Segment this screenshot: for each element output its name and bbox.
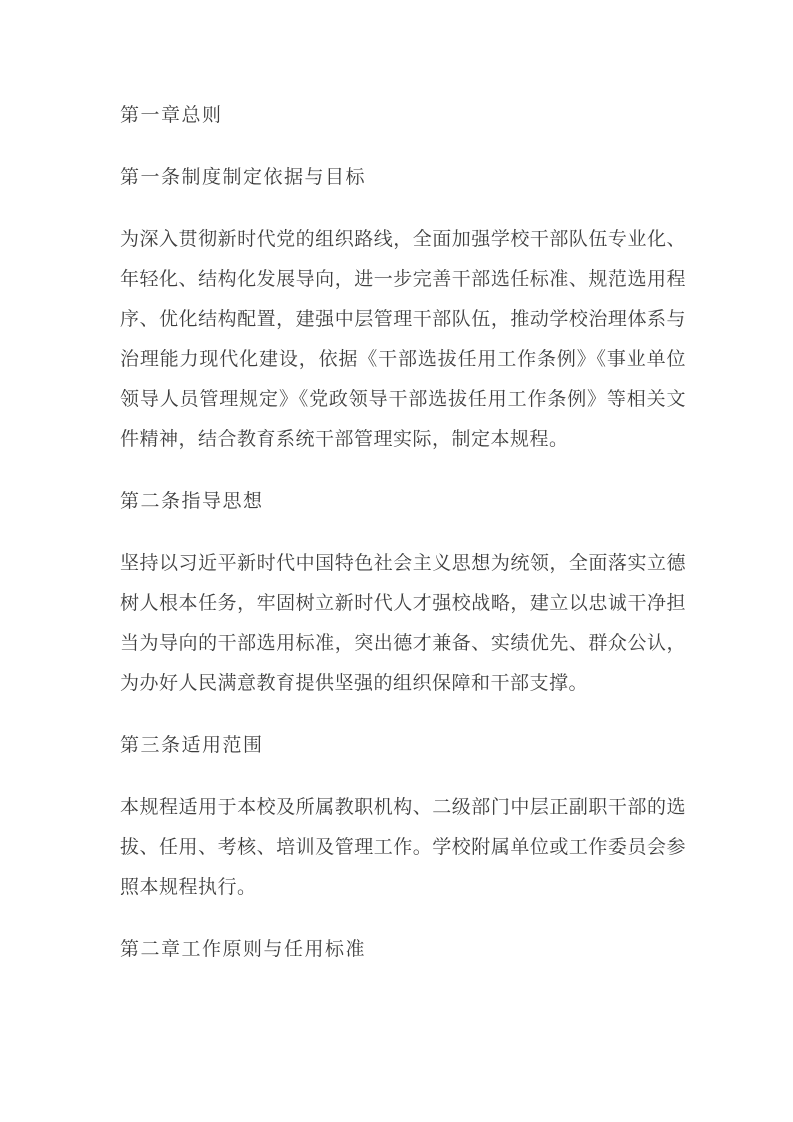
paragraph: 坚持以习近平新时代中国特色社会主义思想为统领，全面落实立德树人根本任务，牢固树立新时代人才强校战略，建立以忠诚干净担当为导向的干部选用标准，突出德才兼备、实绩优先、群众公认，为办好人民满意教育提供坚强的组织保障和干部支撑。	[120, 553, 686, 694]
chapter-heading: 第二章工作原则与任用标准	[120, 939, 367, 960]
article-heading: 第一条制度制定依据与目标	[120, 167, 367, 188]
article-heading: 第二条指导思想	[120, 491, 264, 512]
paragraph: 本规程适用于本校及所属教职机构、二级部门中层正副职干部的选拔、任用、考核、培训及管理工作。学校附属单位或工作委员会参照本规程执行。	[120, 797, 686, 898]
chapter-heading: 第一章总则	[120, 105, 223, 126]
article-heading: 第三条适用范围	[120, 735, 264, 756]
paragraph: 为深入贯彻新时代党的组织路线，全面加强学校干部队伍专业化、年轻化、结构化发展导向，进一步完善干部选任标准、规范选用程序、优化结构配置，建强中层管理干部队伍，推动学校治理体系与治理能力现代化建设，依据《干部选拔任用工作条例》《事业单位领导人员管理规定》《党政领导干部选拔任用工作条例》等相关文件精神，结合教育系统干部管理实际，制定本规程。	[120, 229, 686, 450]
